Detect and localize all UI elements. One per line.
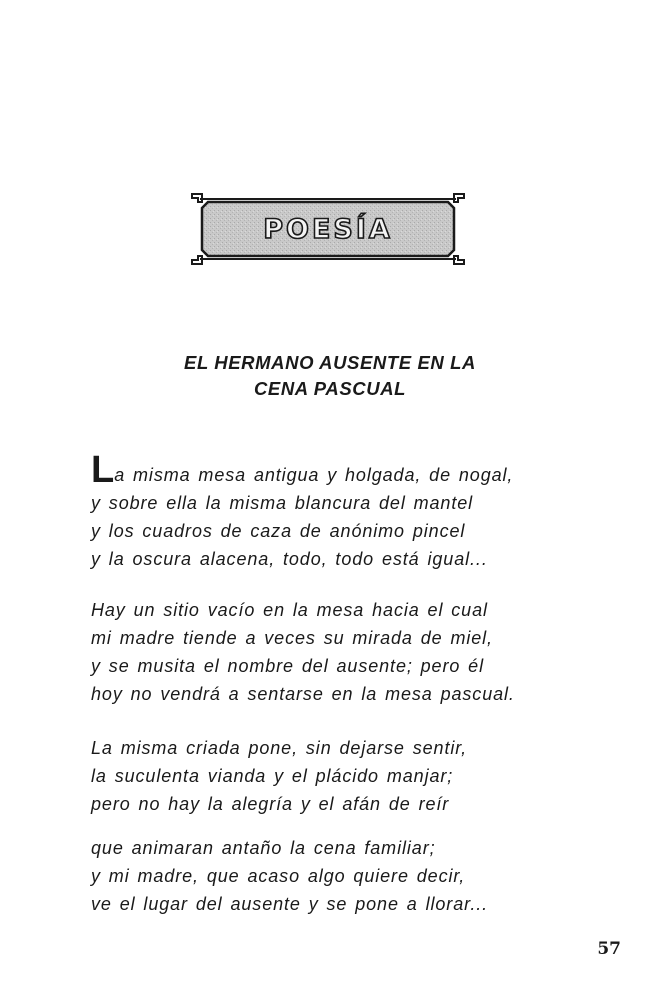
verse-line: y se musita el nombre del ausente; pero él <box>91 656 484 676</box>
verse-line: que animaran antaño la cena familiar; <box>91 838 436 858</box>
stanza-4 <box>91 834 591 918</box>
verse-line: mi madre tiende a veces su mirada de miel, <box>91 628 493 648</box>
banner-label: POESÍA <box>263 213 393 245</box>
verse-line: La misma mesa antigua y holgada, de nogal, <box>91 449 514 491</box>
section-banner <box>190 190 466 268</box>
verse-line: Hay un sitio vacío en la mesa hacia el cual <box>91 600 488 620</box>
verse-line: y mi madre, que acaso algo quiere decir, <box>91 866 466 886</box>
drop-cap: L <box>91 449 115 491</box>
verse-line: hoy no vendrá a sentarse en la mesa pascual. <box>91 684 515 704</box>
verse-line: La misma criada pone, sin dejarse sentir, <box>91 738 468 758</box>
stanza-3 <box>91 734 591 818</box>
verse-line: y la oscura alacena, todo, todo está igual... <box>91 549 488 569</box>
verse-line: y sobre ella la misma blancura del mantel <box>91 493 474 513</box>
page-number: 57 <box>597 939 621 959</box>
verse-line: la suculenta vianda y el plácido manjar; <box>91 766 454 786</box>
title-line-2: CENA PASCUAL <box>253 378 407 399</box>
verse-line: y los cuadros de caza de anónimo pincel <box>91 521 466 541</box>
stanza-1 <box>91 449 591 573</box>
stanza-2 <box>91 596 591 708</box>
poem-title <box>130 350 530 402</box>
verse-line: ve el lugar del ausente y se pone a llorar... <box>91 894 489 914</box>
title-line-1: EL HERMANO AUSENTE EN LA <box>184 352 476 373</box>
verse-line: pero no hay la alegría y el afán de reír <box>91 794 450 814</box>
